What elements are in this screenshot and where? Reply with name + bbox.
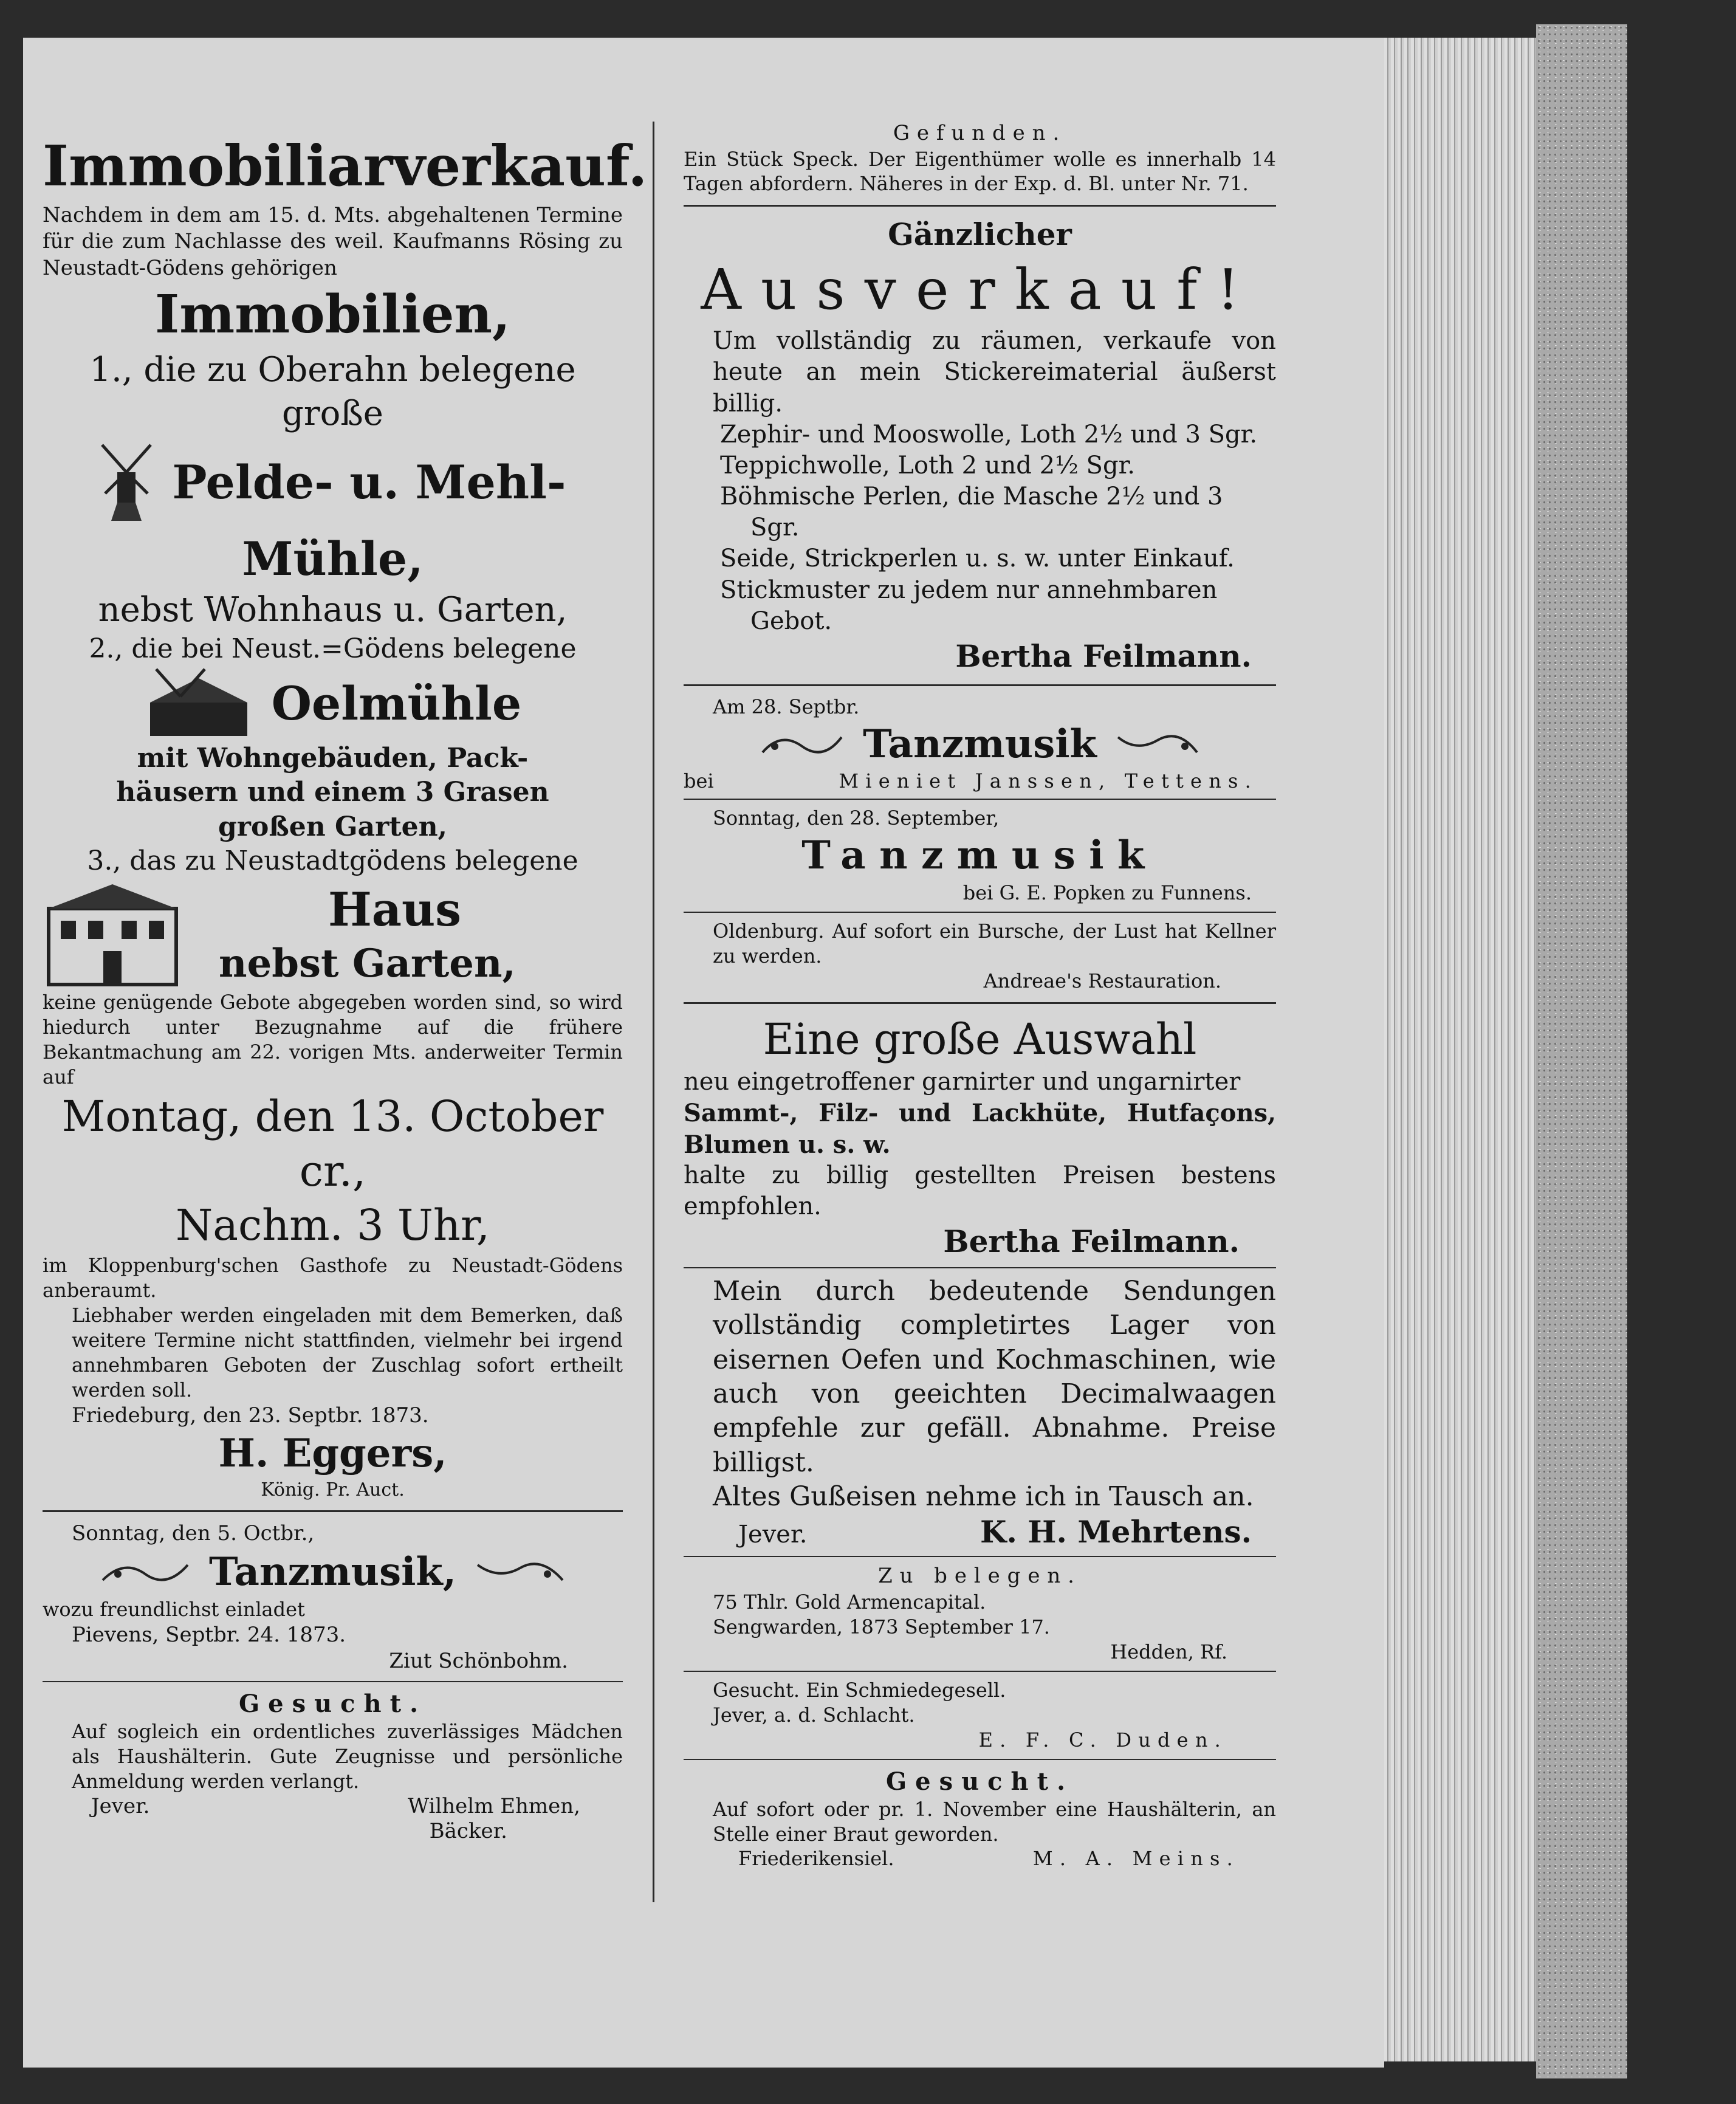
auction-notice: Liebhaber werden eingeladen mit dem Bemerken, daß weitere Termine nicht stattfinden, vielmehr bei irgend annehmbaren Geboten der Zuschlag sofort ertheilt werden soll. xyxy=(72,1303,623,1401)
dance-ad-invite: wozu freundlichst einladet xyxy=(43,1597,305,1621)
muehle-heading: Mühle, xyxy=(242,531,424,586)
mill-line xyxy=(43,436,623,529)
job-body: Oldenburg. Auf sofort ein Bursche, der Lust hat Kellner zu werden. xyxy=(713,919,1276,968)
separator xyxy=(684,912,1276,913)
oven-body-2: Altes Gußeisen nehme ich in Tausch an. xyxy=(713,1480,1254,1512)
smith-signer: E. F. C. Duden. xyxy=(978,1728,1227,1752)
wanted-body: Auf sogleich ein ordentliches zuverlässiges Mädchen als Haushälterin. Gute Zeugnisse und persönliche Anmeldung werden verlangt. xyxy=(72,1719,623,1793)
left-column xyxy=(43,73,648,1844)
choice-body-2: Sammt-, Filz- und Lackhüte, Hutfaçons, Blumen u. s. w. xyxy=(684,1099,1276,1159)
dance-ad-title-line xyxy=(43,1547,623,1597)
ornament-left-icon xyxy=(760,728,845,761)
nebst-garten-heading: nebst Garten, xyxy=(219,940,516,986)
separator xyxy=(684,205,1276,207)
sale-intro: Um vollständig zu räumen, verkaufe von heute an mein Stickereimaterial äußerst billig. xyxy=(713,327,1276,418)
maid-sign-row xyxy=(684,1847,1276,1870)
dance-ad-title: Tanzmusik, xyxy=(208,1549,457,1595)
sale-signer: Bertha Feilmann. xyxy=(955,638,1252,675)
wanted-title: Gesucht. xyxy=(238,1689,427,1718)
sale-item: Zephir- und Mooswolle, Loth 2½ und 3 Sgr. xyxy=(720,420,1258,449)
dance2-host: bei G. E. Popken zu Funnens. xyxy=(962,881,1252,904)
wanted-sign-row xyxy=(43,1794,623,1818)
separator xyxy=(684,1002,1276,1004)
auction-dateline: Friedeburg, den 23. Septbr. 1873. xyxy=(72,1403,429,1428)
auctioneer-title: König. Pr. Auct. xyxy=(261,1479,405,1501)
dance-ad-signer: Ziut Schönbohm. xyxy=(389,1649,568,1674)
dance1-title-line xyxy=(684,720,1276,769)
oilmill-icon xyxy=(144,666,253,741)
ornament-left-icon xyxy=(100,1556,191,1589)
pelde-heading: Pelde- u. Mehl- xyxy=(172,455,566,510)
job-signer: Andreae's Restauration. xyxy=(983,969,1221,992)
wanted-place: Jever. xyxy=(91,1793,150,1818)
house-line xyxy=(43,878,623,990)
real-estate-intro: Nachdem in dem am 15. d. Mts. abgehaltenen Termine für die zum Nachlasse des weil. Kaufmanns Rösing zu Neustadt-Gödens gehörigen xyxy=(43,202,623,280)
dance-ad-date: Sonntag, den 5. Octbr., xyxy=(72,1521,315,1546)
separator xyxy=(684,1671,1276,1672)
oilmill-line xyxy=(43,666,623,741)
loan-amount: 75 Thlr. Gold Armencapital. xyxy=(713,1590,986,1614)
oven-sign-row xyxy=(684,1514,1276,1550)
found-body: Ein Stück Speck. Der Eigenthümer wolle es innerhalb 14 Tagen abfordern. Näheres in der Exp. d. Bl. unter Nr. 71. xyxy=(684,147,1276,196)
choice-body-1: neu eingetroffener garnirter und ungarnirter xyxy=(684,1068,1241,1096)
found-title: Gefunden. xyxy=(893,121,1067,145)
sale-item: Seide, Strickperlen u. s. w. unter Einkauf. xyxy=(720,545,1235,573)
dance1-bei: bei xyxy=(684,769,714,792)
sale-pre-title: Gänzlicher xyxy=(888,216,1072,253)
separator xyxy=(684,684,1276,686)
page-edges xyxy=(1384,38,1536,2061)
sale-item: Stickmuster zu jedem nur annehmbaren Gebot. xyxy=(720,576,1218,635)
ornament-right-icon xyxy=(475,1556,566,1589)
wohngebaeude-line: mit Wohngebäuden, Pack- xyxy=(137,742,529,774)
wohnhaus-line: nebst Wohnhaus u. Garten, xyxy=(98,590,568,630)
maid-title: Gesucht. xyxy=(885,1767,1074,1796)
dance-ad-place: Pievens, Septbr. 24. 1873. xyxy=(72,1622,346,1647)
windmill-icon xyxy=(99,436,154,529)
dance2-date: Sonntag, den 28. September, xyxy=(713,806,1000,830)
auctioneer-name: H. Eggers, xyxy=(218,1431,447,1477)
column-rule xyxy=(653,122,654,1902)
oven-signer: K. H. Mehrtens. xyxy=(980,1514,1252,1550)
dance1-host-row xyxy=(684,769,1276,792)
auction-place: im Kloppenburg'schen Gasthofe zu Neustadt-Gödens anberaumt. xyxy=(43,1253,623,1302)
oven-body: Mein durch bedeutende Sendungen vollständig completirtes Lager von eisernen Oefen und Kochmaschinen, wie auch von geeichten Decimalwaagen empfehle zur gefäll. Abnahme. Preise billigst. xyxy=(713,1276,1276,1478)
right-column xyxy=(684,73,1276,1870)
house-icon xyxy=(43,878,182,990)
wanted-signer: Wilhelm Ehmen, xyxy=(408,1793,580,1818)
separator xyxy=(684,1759,1276,1760)
ornament-right-icon xyxy=(1115,728,1200,761)
choice-title: Eine große Auswahl xyxy=(763,1014,1197,1064)
oelmuehle-heading: Oelmühle xyxy=(271,676,522,731)
separator xyxy=(43,1510,623,1512)
loan-place: Sengwarden, 1873 September 17. xyxy=(713,1615,1050,1638)
maid-signer: M. A. Meins. xyxy=(1032,1846,1240,1870)
book-cover xyxy=(1536,24,1627,2078)
dance1-date: Am 28. Septbr. xyxy=(713,695,860,719)
sale-title: Ausverkauf! xyxy=(701,257,1259,323)
choice-body-3: halte zu billig gestellten Preisen bestens empfohlen. xyxy=(684,1161,1276,1220)
haus-heading: Haus xyxy=(328,882,462,937)
sale-item: Böhmische Perlen, die Masche 2½ und 3 Sgr. xyxy=(720,483,1223,542)
separator xyxy=(684,1267,1276,1268)
maid-place: Friederikensiel. xyxy=(738,1846,894,1870)
grosse-label: große xyxy=(282,394,383,434)
loan-title: Zu belegen. xyxy=(878,1564,1082,1589)
real-estate-title: Immobiliarverkauf. xyxy=(43,133,648,199)
auction-time: Nachm. 3 Uhr, xyxy=(175,1200,490,1251)
item-3-label: 3., das zu Neustadtgödens belegene xyxy=(87,845,578,876)
item-2-label: 2., die bei Neust.=Gödens belegene xyxy=(89,633,577,664)
grossen-garten-line: großen Garten, xyxy=(218,811,447,842)
immobilien-heading: Immobilien, xyxy=(155,284,510,346)
item-1-label: 1., die zu Oberahn belegene xyxy=(89,350,576,390)
separator xyxy=(43,1681,623,1682)
sale-item: Teppichwolle, Loth 2 und 2½ Sgr. xyxy=(720,451,1136,480)
choice-signer: Bertha Feilmann. xyxy=(943,1223,1240,1260)
loan-signer: Hedden, Rf. xyxy=(1110,1640,1227,1663)
haeusern-line: häusern und einem 3 Grasen xyxy=(116,777,549,808)
dance1-title: Tanzmusik xyxy=(863,721,1097,767)
oven-place: Jever. xyxy=(738,1521,808,1549)
wanted-role: Bäcker. xyxy=(429,1818,507,1843)
auction-date: Montag, den 13. October cr., xyxy=(61,1092,604,1196)
smith-line: Gesucht. Ein Schmiedegesell. xyxy=(713,1678,1006,1702)
maid-body: Auf sofort oder pr. 1. November eine Haushälterin, an Stelle einer Braut geworden. xyxy=(713,1797,1276,1846)
separator xyxy=(684,1556,1276,1557)
dance1-host: Mieniet Janssen, Tettens. xyxy=(839,769,1258,792)
separator xyxy=(684,799,1276,800)
auction-body: keine genügende Gebote abgegeben worden sind, so wird hiedurch unter Bezugnahme auf die frühere Bekantmachung am 22. vorigen Mts. anderweiter Termin auf xyxy=(43,991,623,1089)
smith-place: Jever, a. d. Schlacht. xyxy=(713,1703,915,1727)
dance2-title: Tanzmusik xyxy=(801,832,1158,878)
